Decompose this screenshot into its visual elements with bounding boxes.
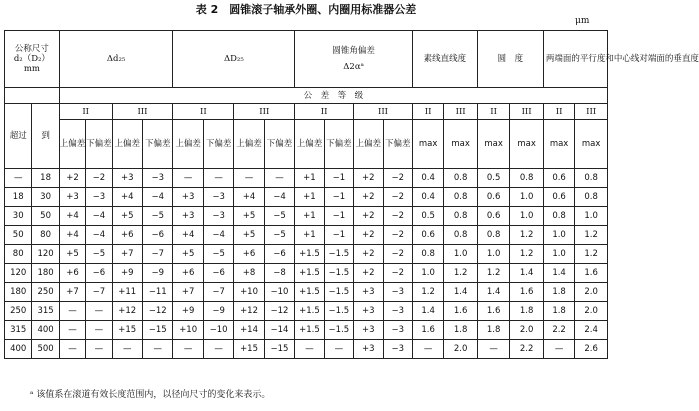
cell-to: 80 bbox=[32, 226, 59, 245]
cell-value: 0.5 bbox=[412, 207, 443, 226]
footnote: ᵃ 该值系在滚道有效长度范围内，以径向尺寸的变化来表示。 bbox=[30, 390, 271, 400]
header-max: max bbox=[575, 120, 608, 169]
cell-value: −4 bbox=[264, 188, 294, 207]
cell-value: −4 bbox=[142, 188, 172, 207]
cell-value: −3 bbox=[142, 169, 172, 188]
cell-value: 1.6 bbox=[444, 302, 478, 321]
cell-value: +5 bbox=[173, 245, 203, 264]
cell-value: −15 bbox=[264, 340, 294, 359]
cell-value: +3 bbox=[112, 169, 142, 188]
cell-value: −2 bbox=[383, 188, 412, 207]
cell-value: −7 bbox=[86, 283, 112, 302]
cell-value: −1.5 bbox=[324, 264, 353, 283]
cell-value: 1.0 bbox=[510, 188, 544, 207]
cell-value: 2.4 bbox=[575, 321, 608, 340]
grade-III: III bbox=[112, 104, 173, 120]
cell-value: 0.8 bbox=[444, 169, 478, 188]
grade-III: III bbox=[444, 104, 478, 120]
cell-value: +1.5 bbox=[295, 264, 324, 283]
cell-value: 0.8 bbox=[543, 207, 574, 226]
header-upper: 上偏差 bbox=[354, 120, 383, 169]
table-title: 表 2 圆锥滚子轴承外圈、内圈用标准器公差 bbox=[195, 3, 417, 16]
cell-value: 2.2 bbox=[543, 321, 574, 340]
cell-value: +3 bbox=[354, 302, 383, 321]
grade-II: II bbox=[543, 104, 574, 120]
cell-value: −7 bbox=[203, 283, 233, 302]
cell-value: 1.8 bbox=[444, 321, 478, 340]
cell-value: −6 bbox=[203, 264, 233, 283]
grade-III: III bbox=[575, 104, 608, 120]
cell-value: — bbox=[173, 340, 203, 359]
cell-to: 400 bbox=[32, 321, 59, 340]
cell-value: +2 bbox=[354, 264, 383, 283]
cell-value: −12 bbox=[142, 302, 172, 321]
cell-value: +15 bbox=[112, 321, 142, 340]
cell-value: −11 bbox=[142, 283, 172, 302]
cell-value: 0.6 bbox=[477, 207, 509, 226]
cell-value: +2 bbox=[354, 169, 383, 188]
tolerance-table bbox=[4, 30, 699, 359]
cell-value: 0.6 bbox=[412, 226, 443, 245]
cell-value: +3 bbox=[173, 188, 203, 207]
cell-value: +7 bbox=[59, 283, 85, 302]
cell-value: +12 bbox=[234, 302, 264, 321]
cell-value: +14 bbox=[234, 321, 264, 340]
table-row bbox=[5, 226, 608, 245]
header-lower: 下偏差 bbox=[324, 120, 353, 169]
cell-value: 1.8 bbox=[510, 302, 544, 321]
cone-angle-symbol: Δ2αᵃ bbox=[343, 62, 364, 72]
cell-value: 1.2 bbox=[412, 283, 443, 302]
cell-value: 1.8 bbox=[543, 283, 574, 302]
cell-value: 1.0 bbox=[444, 245, 478, 264]
cell-value: −1 bbox=[324, 169, 353, 188]
cell-value: −6 bbox=[142, 226, 172, 245]
header-upper: 上偏差 bbox=[173, 120, 203, 169]
header-parallel: 两端面的平行度和中心线对端面的垂直度 bbox=[543, 31, 607, 88]
cell-to: 30 bbox=[32, 188, 59, 207]
cell-value: — bbox=[412, 340, 443, 359]
header-lower: 下偏差 bbox=[203, 120, 233, 169]
cell-value: +12 bbox=[112, 302, 142, 321]
cell-value: −10 bbox=[203, 321, 233, 340]
cell-value: −4 bbox=[86, 226, 112, 245]
grade-II: II bbox=[173, 104, 234, 120]
header-lower: 下偏差 bbox=[264, 120, 294, 169]
cell-value: −1.5 bbox=[324, 321, 353, 340]
cell-value: +1.5 bbox=[295, 302, 324, 321]
cell-value: — bbox=[173, 169, 203, 188]
cell-value: +3 bbox=[173, 207, 203, 226]
cell-value: −10 bbox=[264, 283, 294, 302]
cell-value: — bbox=[86, 340, 112, 359]
cell-value: 1.0 bbox=[412, 264, 443, 283]
cell-value: 1.0 bbox=[477, 245, 509, 264]
cell-value: 1.2 bbox=[575, 245, 608, 264]
cell-value: −2 bbox=[383, 226, 412, 245]
cell-value: 1.0 bbox=[543, 226, 574, 245]
cell-value: 1.4 bbox=[412, 302, 443, 321]
cell-value: −3 bbox=[383, 340, 412, 359]
header-straightness: 素线直线度 bbox=[412, 31, 477, 88]
cell-value: +7 bbox=[173, 283, 203, 302]
header-max: max bbox=[510, 120, 544, 169]
cell-value: 2.6 bbox=[575, 340, 608, 359]
cell-value: — bbox=[295, 340, 324, 359]
grade-II: II bbox=[477, 104, 509, 120]
cell-value: +2 bbox=[354, 245, 383, 264]
cell-value: +1 bbox=[295, 207, 324, 226]
cell-value: 1.6 bbox=[575, 264, 608, 283]
cell-value: +4 bbox=[59, 207, 85, 226]
cell-value: −1.5 bbox=[324, 245, 353, 264]
cell-value: 1.2 bbox=[510, 245, 544, 264]
cell-value: 1.4 bbox=[444, 283, 478, 302]
cell-value: 0.8 bbox=[477, 226, 509, 245]
header-max: max bbox=[412, 120, 443, 169]
cell-value: — bbox=[59, 302, 85, 321]
cell-value: +10 bbox=[234, 283, 264, 302]
cell-value: −12 bbox=[264, 302, 294, 321]
grade-II: II bbox=[412, 104, 443, 120]
header-tolerance-grade: 公 差 等 级 bbox=[59, 88, 607, 104]
cell-to: 120 bbox=[32, 245, 59, 264]
header-over: 超过 bbox=[5, 104, 32, 169]
cell-value: +5 bbox=[234, 226, 264, 245]
cell-value: −2 bbox=[383, 245, 412, 264]
cell-value: +6 bbox=[112, 226, 142, 245]
header-nominal-size bbox=[5, 31, 60, 88]
unit-label: μm bbox=[575, 16, 590, 26]
cell-value: +4 bbox=[173, 226, 203, 245]
table-row bbox=[5, 283, 608, 302]
cell-value: +9 bbox=[173, 302, 203, 321]
cell-value: −8 bbox=[264, 264, 294, 283]
header-max: max bbox=[444, 120, 478, 169]
cell-value: −3 bbox=[86, 188, 112, 207]
cell-value: 1.4 bbox=[477, 283, 509, 302]
cell-over: 250 bbox=[5, 302, 32, 321]
cell-value: — bbox=[203, 169, 233, 188]
cell-value: 0.5 bbox=[477, 169, 509, 188]
cell-value: −1.5 bbox=[324, 302, 353, 321]
cell-value: −3 bbox=[203, 207, 233, 226]
cell-to: 250 bbox=[32, 283, 59, 302]
cell-value: 1.0 bbox=[543, 245, 574, 264]
blank-cell bbox=[5, 88, 60, 104]
cell-value: +5 bbox=[59, 245, 85, 264]
cell-value: −3 bbox=[383, 321, 412, 340]
cell-value: 1.2 bbox=[510, 226, 544, 245]
cell-value: — bbox=[86, 302, 112, 321]
nominal-size-symbol: d₂（D₂） bbox=[13, 54, 50, 64]
cell-value: −1 bbox=[324, 226, 353, 245]
cell-value: −2 bbox=[383, 207, 412, 226]
header-roundness: 圆 度 bbox=[477, 31, 543, 88]
cell-over: 80 bbox=[5, 245, 32, 264]
cell-value: +5 bbox=[234, 207, 264, 226]
cell-value: −3 bbox=[383, 283, 412, 302]
grade-II: II bbox=[59, 104, 112, 120]
cell-value: −1 bbox=[324, 207, 353, 226]
cell-value: 1.0 bbox=[510, 207, 544, 226]
cell-value: — bbox=[86, 321, 112, 340]
table-row bbox=[5, 188, 608, 207]
cell-value: +10 bbox=[173, 321, 203, 340]
cell-value: +3 bbox=[59, 188, 85, 207]
header-upper: 上偏差 bbox=[112, 120, 142, 169]
cell-value: 1.6 bbox=[412, 321, 443, 340]
header-cone-angle bbox=[295, 31, 413, 88]
cell-value: −3 bbox=[383, 302, 412, 321]
cell-value: +3 bbox=[354, 340, 383, 359]
header-delta-d: Δd₂₅ bbox=[59, 31, 173, 88]
cell-value: −2 bbox=[383, 264, 412, 283]
cell-value: −1 bbox=[324, 188, 353, 207]
cell-value: 0.8 bbox=[510, 169, 544, 188]
cell-value: +1 bbox=[295, 169, 324, 188]
table-row bbox=[5, 302, 608, 321]
cell-value: 1.0 bbox=[575, 207, 608, 226]
cell-value: +2 bbox=[354, 226, 383, 245]
cell-over: — bbox=[5, 169, 32, 188]
cell-value: −6 bbox=[86, 264, 112, 283]
nominal-size-unit: mm bbox=[23, 64, 40, 74]
cell-value: −7 bbox=[142, 245, 172, 264]
cell-value: 0.8 bbox=[444, 226, 478, 245]
cell-value: +8 bbox=[234, 264, 264, 283]
cell-value: 0.8 bbox=[444, 188, 478, 207]
cell-to: 315 bbox=[32, 302, 59, 321]
cell-value: 2.0 bbox=[575, 302, 608, 321]
header-upper: 上偏差 bbox=[59, 120, 85, 169]
table-row bbox=[5, 321, 608, 340]
cell-value: +7 bbox=[112, 245, 142, 264]
cell-value: +9 bbox=[112, 264, 142, 283]
cell-value: −2 bbox=[383, 169, 412, 188]
cell-over: 30 bbox=[5, 207, 32, 226]
cell-value: +6 bbox=[234, 245, 264, 264]
cell-value: 1.2 bbox=[575, 226, 608, 245]
cell-value: +4 bbox=[112, 188, 142, 207]
grade-II: II bbox=[295, 104, 354, 120]
cell-value: — bbox=[234, 169, 264, 188]
cell-value: 1.6 bbox=[477, 302, 509, 321]
cell-value: 1.2 bbox=[477, 264, 509, 283]
cell-value: −1.5 bbox=[324, 283, 353, 302]
nominal-size-label: 公称尺寸 bbox=[14, 44, 49, 54]
cell-over: 18 bbox=[5, 188, 32, 207]
cell-value: — bbox=[324, 340, 353, 359]
cell-value: −3 bbox=[203, 188, 233, 207]
header-max: max bbox=[543, 120, 574, 169]
header-lower: 下偏差 bbox=[86, 120, 112, 169]
cell-value: — bbox=[264, 169, 294, 188]
cell-value: 2.0 bbox=[575, 283, 608, 302]
cell-value: −14 bbox=[264, 321, 294, 340]
header-delta-D: ΔD₂₅ bbox=[173, 31, 295, 88]
cell-value: 2.0 bbox=[444, 340, 478, 359]
header-lower: 下偏差 bbox=[142, 120, 172, 169]
table-row bbox=[5, 264, 608, 283]
cell-value: 1.6 bbox=[510, 283, 544, 302]
cell-value: −5 bbox=[264, 207, 294, 226]
cell-value: — bbox=[112, 340, 142, 359]
cell-to: 18 bbox=[32, 169, 59, 188]
cell-value: — bbox=[477, 340, 509, 359]
cell-value: — bbox=[142, 340, 172, 359]
cell-over: 180 bbox=[5, 283, 32, 302]
table-row bbox=[5, 245, 608, 264]
cell-value: 0.4 bbox=[412, 188, 443, 207]
cell-value: +3 bbox=[354, 321, 383, 340]
cell-value: 0.6 bbox=[477, 188, 509, 207]
cell-value: 1.2 bbox=[444, 264, 478, 283]
cell-value: 0.6 bbox=[543, 188, 574, 207]
cell-value: −4 bbox=[203, 226, 233, 245]
cell-value: −9 bbox=[203, 302, 233, 321]
cell-value: +11 bbox=[112, 283, 142, 302]
cell-value: +4 bbox=[59, 226, 85, 245]
cell-value: — bbox=[59, 321, 85, 340]
header-max: max bbox=[477, 120, 509, 169]
cell-over: 400 bbox=[5, 340, 32, 359]
cell-value: −5 bbox=[86, 245, 112, 264]
cell-value: +4 bbox=[234, 188, 264, 207]
cell-value: +3 bbox=[354, 283, 383, 302]
cell-value: +6 bbox=[173, 264, 203, 283]
cell-value: 0.4 bbox=[412, 169, 443, 188]
cell-value: 2.2 bbox=[510, 340, 544, 359]
table-row bbox=[5, 169, 608, 188]
cell-value: +1.5 bbox=[295, 245, 324, 264]
cell-value: −5 bbox=[203, 245, 233, 264]
cell-value: 0.6 bbox=[543, 169, 574, 188]
cell-over: 120 bbox=[5, 264, 32, 283]
cell-value: −9 bbox=[142, 264, 172, 283]
grade-III: III bbox=[510, 104, 544, 120]
cell-value: +1.5 bbox=[295, 321, 324, 340]
grade-III: III bbox=[354, 104, 413, 120]
cell-value: 0.8 bbox=[575, 169, 608, 188]
cell-value: −4 bbox=[86, 207, 112, 226]
cone-angle-label: 圆锥角偏差 bbox=[332, 46, 375, 56]
table-row bbox=[5, 207, 608, 226]
cell-to: 50 bbox=[32, 207, 59, 226]
cell-value: +15 bbox=[234, 340, 264, 359]
header-lower: 下偏差 bbox=[383, 120, 412, 169]
cell-value: 2.0 bbox=[510, 321, 544, 340]
cell-value: −2 bbox=[86, 169, 112, 188]
header-upper: 上偏差 bbox=[234, 120, 264, 169]
cell-over: 315 bbox=[5, 321, 32, 340]
grade-III: III bbox=[234, 104, 295, 120]
header-upper: 上偏差 bbox=[295, 120, 324, 169]
cell-value: +2 bbox=[59, 169, 85, 188]
cell-value: +1.5 bbox=[295, 283, 324, 302]
cell-value: 0.8 bbox=[412, 245, 443, 264]
table-row bbox=[5, 340, 608, 359]
cell-value: 1.8 bbox=[543, 302, 574, 321]
cell-value: 0.8 bbox=[575, 188, 608, 207]
cell-value: +1 bbox=[295, 188, 324, 207]
cell-to: 500 bbox=[32, 340, 59, 359]
cell-value: −6 bbox=[264, 245, 294, 264]
cell-value: 0.8 bbox=[444, 207, 478, 226]
cell-value: −5 bbox=[264, 226, 294, 245]
cell-value: — bbox=[59, 340, 85, 359]
header-to: 到 bbox=[32, 104, 59, 169]
cell-value: — bbox=[543, 340, 574, 359]
cell-over: 50 bbox=[5, 226, 32, 245]
cell-value: +1 bbox=[295, 226, 324, 245]
cell-value: 1.4 bbox=[543, 264, 574, 283]
cell-value: +5 bbox=[112, 207, 142, 226]
cell-value: — bbox=[203, 340, 233, 359]
cell-value: 1.8 bbox=[477, 321, 509, 340]
cell-value: −5 bbox=[142, 207, 172, 226]
cell-to: 180 bbox=[32, 264, 59, 283]
cell-value: +2 bbox=[354, 207, 383, 226]
cell-value: −15 bbox=[142, 321, 172, 340]
cell-value: +2 bbox=[354, 188, 383, 207]
cell-value: 1.4 bbox=[510, 264, 544, 283]
cell-value: +6 bbox=[59, 264, 85, 283]
